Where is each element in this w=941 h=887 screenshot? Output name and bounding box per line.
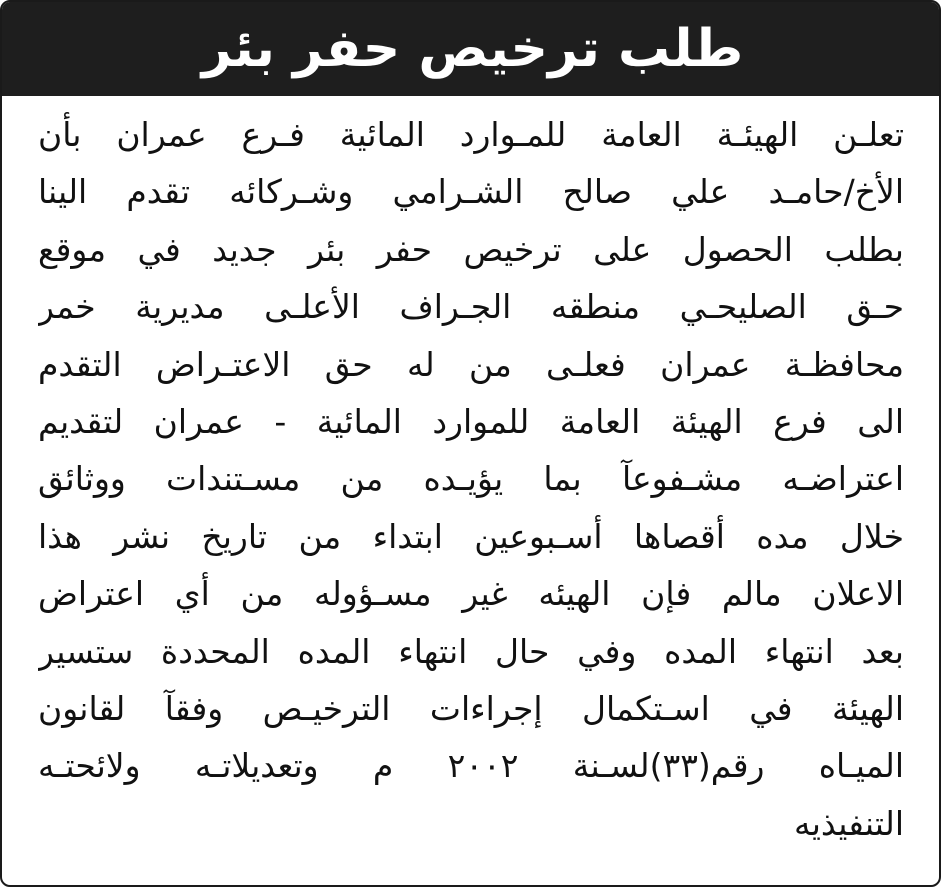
body-line: خلال مده أقصاها أسـبوعين ابتداء من تاريخ نشر هذا xyxy=(38,516,904,556)
body-line: تعلـن الهيئـة العامة للمـوارد المائية فـرع عمران بأن xyxy=(38,115,904,154)
body-line: بعد انتهاء المده وفي حال انتهاء المده المحددة ستسير xyxy=(38,631,904,671)
body-line: حـق الصليحـي منطقه الجـراف الأعلـى مديرية خمر xyxy=(38,287,904,327)
body-line: الهيئة في اسـتكمال إجراءات الترخيـص وفقآ لقانون xyxy=(38,689,904,729)
body-line: الميـاه رقم(٣٣)لسـنة ٢٠٠٢ م وتعديلاتـه ولائحتـه xyxy=(38,746,904,786)
body-line: اعتراضـه مشـفوعآ بما يؤيـده من مسـتندات ووثائق xyxy=(38,459,904,499)
body-line: بطلب الحصول على ترخيص حفر بئر جديد في موقع xyxy=(38,229,904,269)
notice-title: طلب ترخيص حفر بئر xyxy=(201,19,744,79)
notice-body xyxy=(38,106,904,852)
body-line: محافظـة عمران فعلـى من له حق الاعتـراض التقدم xyxy=(38,344,904,384)
body-line: الاعلان مالم فإن الهيئه غير مسـؤوله من أي اعتراض xyxy=(38,574,904,614)
body-line-last: التنفيذيه xyxy=(794,803,904,843)
body-line: الأخ/حامـد علي صالح الشـرامي وشـركائه تقدم الينا xyxy=(38,172,904,212)
body-line: الى فرع الهيئة العامة للموارد المائية - عمران لتقديم xyxy=(38,402,904,442)
title-bar xyxy=(2,2,941,96)
